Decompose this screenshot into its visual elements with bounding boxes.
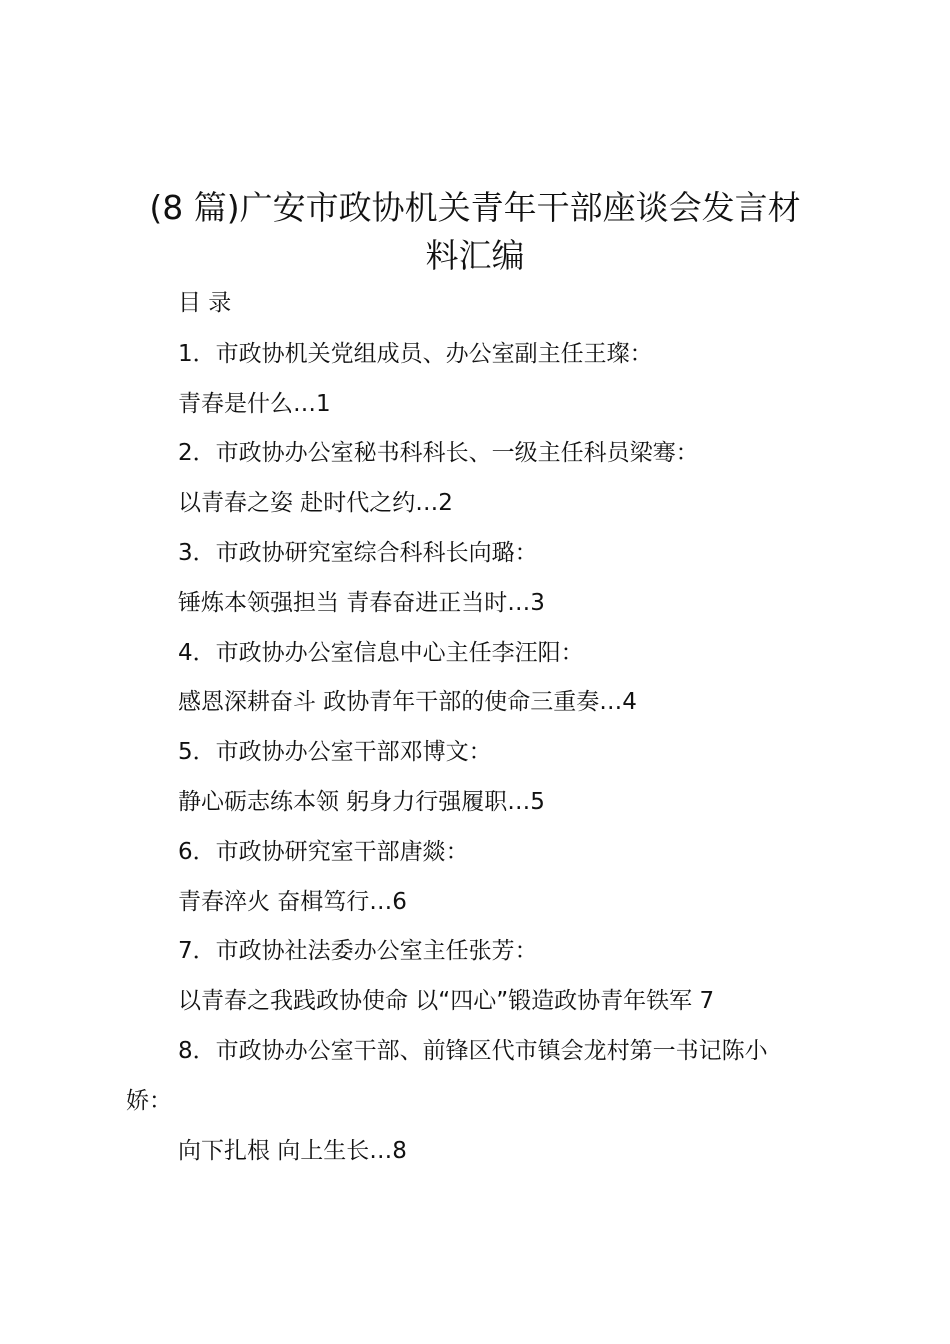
toc-item-5-topic: 静心砺志练本领 躬身力行强履职…5 (178, 789, 545, 815)
document-title-line-2: 料汇编 (425, 236, 525, 275)
toc-item-8-author-continued: 娇： (126, 1088, 172, 1114)
toc-item-6-author: 6．市政协研究室干部唐燚： (178, 839, 469, 865)
document-title-line-1: (8 篇)广安市政协机关青年干部座谈会发言材 (149, 188, 801, 227)
toc-item-1-topic: 青春是什么…1 (178, 391, 331, 417)
toc-item-5-author: 5．市政协办公室干部邓博文： (178, 739, 492, 765)
toc-item-7-topic: 以青春之我践政协使命 以“四心”锻造政协青年铁军 7 (178, 988, 715, 1014)
toc-item-6-topic: 青春淬火 奋楫笃行…6 (178, 889, 407, 915)
toc-item-3-topic: 锤炼本领强担当 青春奋进正当时…3 (178, 590, 545, 616)
toc-item-2-author: 2．市政协办公室秘书科科长、一级主任科员梁骞： (178, 440, 699, 466)
toc-item-8-topic: 向下扎根 向上生长…8 (178, 1138, 407, 1164)
toc-item-4-author: 4．市政协办公室信息中心主任李汪阳： (178, 640, 584, 666)
toc-item-2-topic: 以青春之姿 赴时代之约…2 (178, 490, 453, 516)
toc-item-4-topic: 感恩深耕奋斗 政协青年干部的使命三重奏…4 (178, 689, 637, 715)
toc-heading: 目 录 (178, 290, 232, 316)
toc-item-1-author: 1．市政协机关党组成员、办公室副主任王璨： (178, 341, 653, 367)
toc-item-8-author: 8．市政协办公室干部、前锋区代市镇会龙村第一书记陈小 (178, 1038, 768, 1064)
toc-item-7-author: 7．市政协社法委办公室主任张芳： (178, 938, 538, 964)
toc-item-3-author: 3．市政协研究室综合科科长向璐： (178, 540, 538, 566)
